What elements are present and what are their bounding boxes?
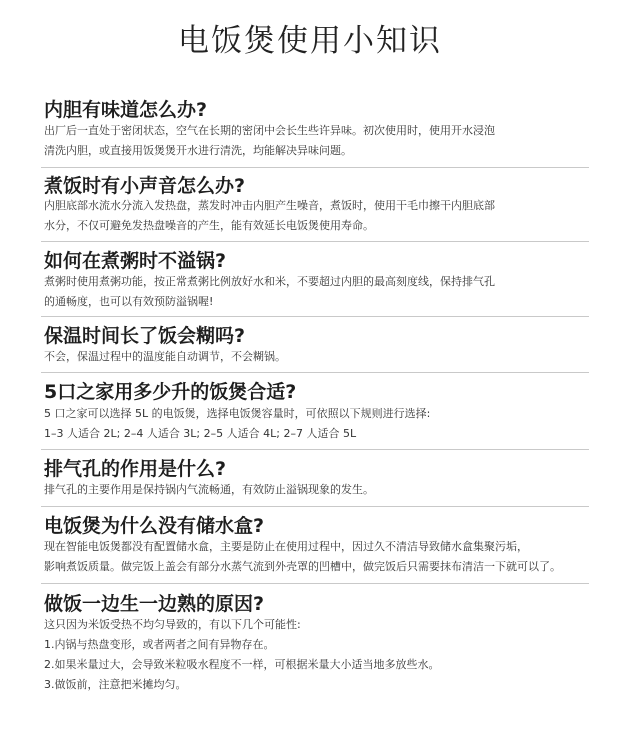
divider [41,449,589,450]
answer-line: 清洗内胆，或直接用饭煲煲开水进行清洗，均能解决异味问题。 [44,144,352,157]
answer-line: 2.如果米量过大，会导致米粒吸水程度不一样，可根据米量大小适当地多放些水。 [44,658,440,671]
divider [41,506,589,507]
answer-line: 不会，保温过程中的温度能自动调节，不会糊锅。 [44,350,286,363]
divider [41,372,589,373]
answer-text [44,404,604,444]
question-heading: 如何在煮粥时不溢锅? [44,250,227,272]
answer-text [44,196,604,236]
question-heading: 排气孔的作用是什么? [44,458,227,480]
question-heading: 电饭煲为什么没有储水盒? [44,515,265,537]
answer-line: 影响煮饭质量。做完饭上盖会有部分水蒸气流到外壳罩的凹槽中，做完饭后只需要抹布清洁一下就可以了。 [44,560,561,573]
answer-line: 这只因为米饭受热不均匀导致的，有以下几个可能性: [44,618,301,631]
answer-line: 现在智能电饭煲都没有配置储水盒，主要是防止在使用过程中，因过久不清洁导致储水盒集聚污垢， [44,540,528,553]
divider [41,316,589,317]
question-heading: 内胆有味道怎么办? [44,99,208,121]
answer-text [44,480,604,500]
answer-text [44,272,604,312]
answer-line: 1.内锅与热盘变形，或者两者之间有异物存在。 [44,638,275,651]
question-heading: 保温时间长了饭会糊吗? [44,325,246,347]
answer-line: 的通畅度，也可以有效预防溢锅喔! [44,295,214,308]
answer-text [44,347,604,367]
answer-line: 出厂后一直处于密闭状态，空气在长期的密闭中会长生些许异味。初次使用时，使用开水浸泡 [44,124,495,137]
question-heading: 煮饭时有小声音怎么办? [44,175,246,197]
divider [41,167,589,168]
question-heading: 5口之家用多少升的饭煲合适? [44,381,297,403]
divider [41,241,589,242]
answer-line: 煮粥时使用煮粥功能，按正常煮粥比例放好水和米，不要超过内胆的最高刻度线，保持排气孔 [44,275,495,288]
answer-line: 1–3 人适合 2L; 2–4 人适合 3L; 2–5 人适合 4L; 2–7 人适合 5L [44,427,357,440]
page-title: 电饭煲使用小知识 [178,23,442,59]
answer-text [44,537,604,577]
answer-line: 3.做饭前，注意把米摊均匀。 [44,678,187,691]
answer-line: 内胆底部水流水分流入发热盘，蒸发时冲击内胆产生噪音，煮饭时，使用干毛巾擦干内胆底部 [44,199,495,212]
answer-line: 排气孔的主要作用是保持锅内气流畅通，有效防止溢锅现象的发生。 [44,483,374,496]
answer-line: 水分，不仅可避免发热盘噪音的产生，能有效延长电饭煲使用寿命。 [44,219,374,232]
question-heading: 做饭一边生一边熟的原因? [44,593,265,615]
answer-line: 5 口之家可以选择 5L 的电饭煲，选择电饭煲容量时，可依照以下规则进行选择: [44,407,431,420]
answer-text [44,615,604,695]
answer-text [44,121,604,161]
divider [41,583,589,584]
